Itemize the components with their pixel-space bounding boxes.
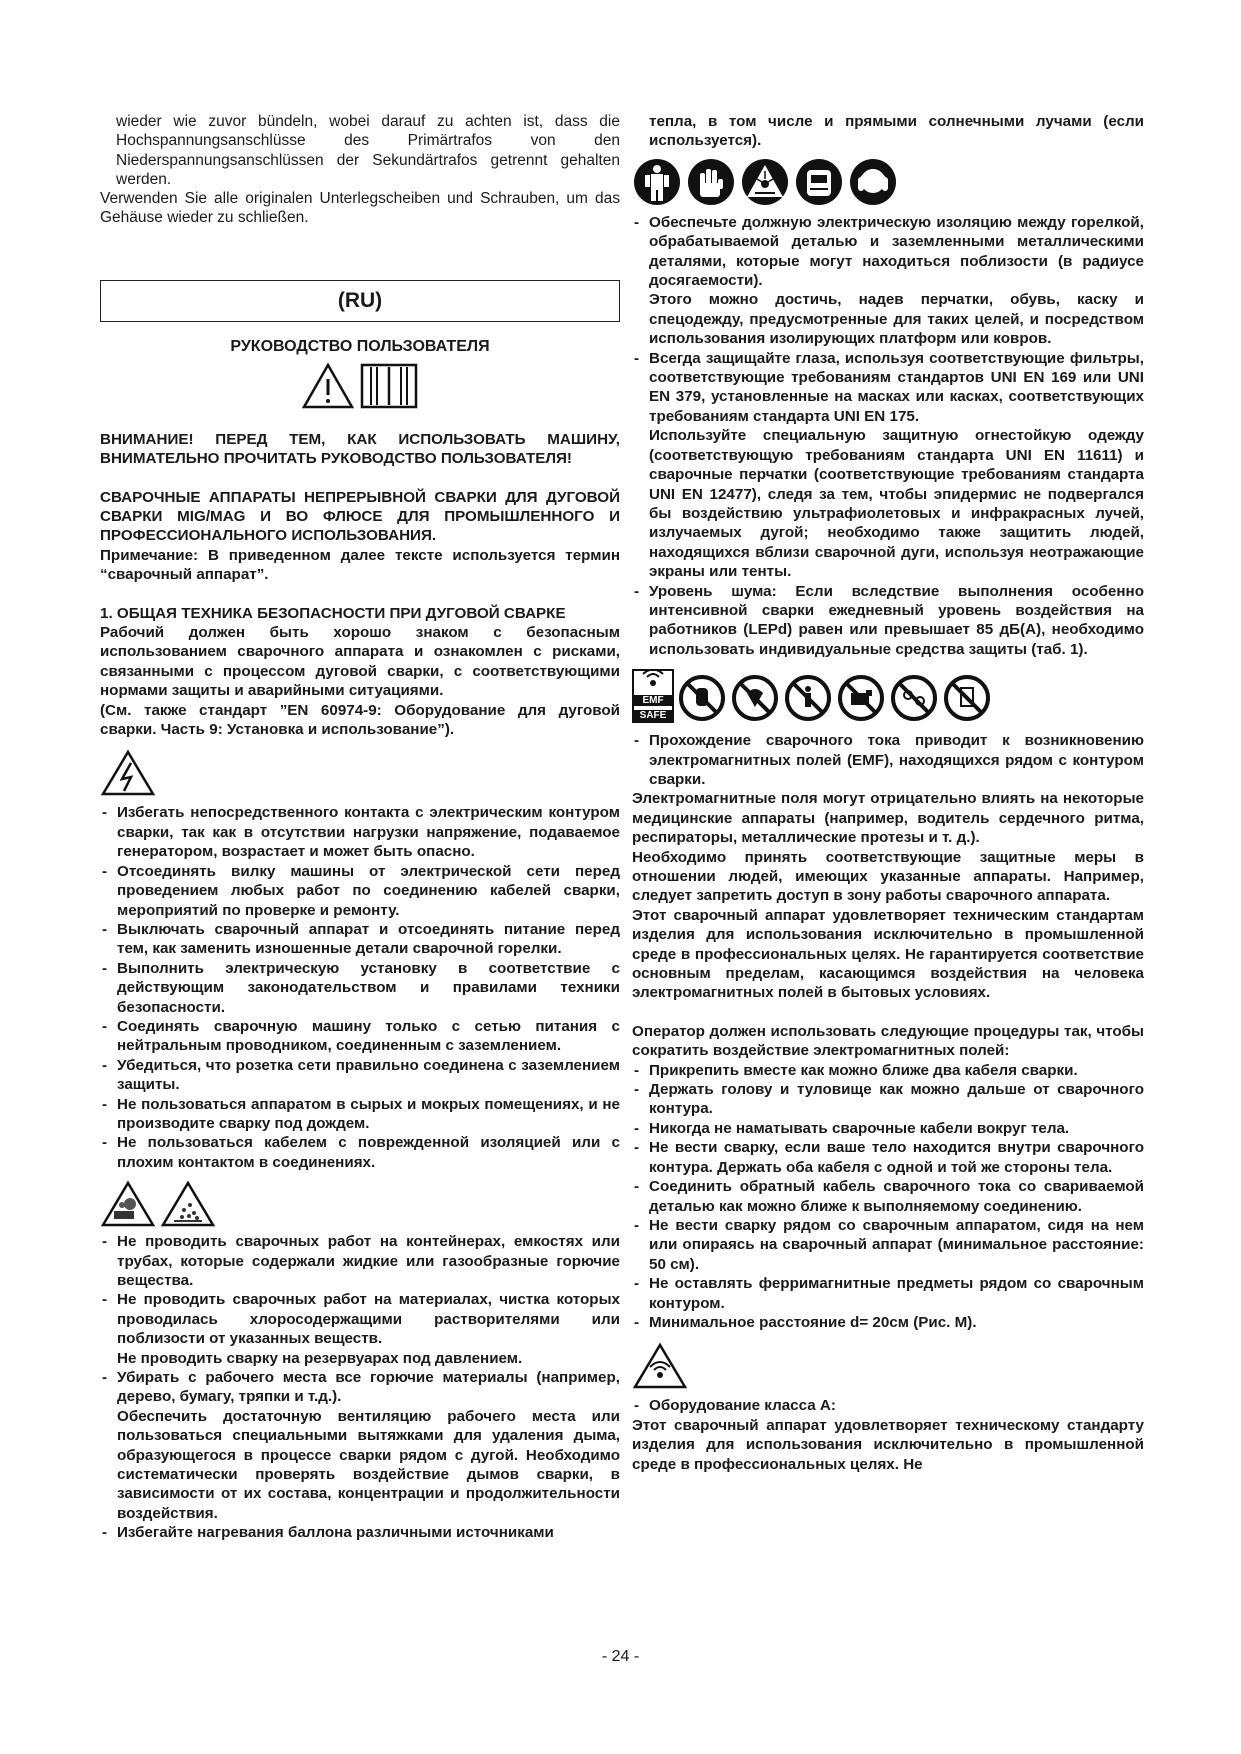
electric-shock-warning-icon bbox=[100, 749, 156, 797]
warning-text: ВНИМАНИЕ! ПЕРЕД ТЕМ, КАК ИСПОЛЬЗОВАТЬ МАШИНУ, ВНИМАТЕЛЬНО ПРОЧИТАТЬ РУКОВОДСТВО ПОЛЬЗОВАТЕЛЯ! bbox=[100, 430, 620, 468]
electrical-safety-list bbox=[100, 803, 620, 1172]
emf-procedures-list bbox=[632, 1061, 1144, 1333]
protective-clothing-icon bbox=[632, 157, 682, 207]
list-item-continuation: Этого можно достичь, надев перчатки, обувь, каску и спецодежду, предусмотренные для таких целей, и посредством использования изолирующих платформ или ковров. bbox=[649, 291, 1144, 348]
list-item: - Не вести сварку рядом со сварочным аппаратом, сидя на нем или опираясь на сварочный аппарат (минимальное расстояние: 50 см). bbox=[632, 1216, 1144, 1274]
ppe-icons bbox=[632, 157, 1144, 207]
list-item: - Не вести сварку, если ваше тело находится внутри сварочного контура. Держать оба кабеля с одной и той же стороны тела. bbox=[632, 1138, 1144, 1177]
list-item-continuation: Обеспечить достаточную вентиляцию рабочего места или пользоваться специальными вытяжками для удаления дыма, образующегося в процессе сварки рядом с дугой. Необходимо систематически проверять воздействие дымов сварки, в зависимости от их состава, концентрации и продолжительности воздействия. bbox=[117, 1407, 620, 1522]
ear-protection-icon bbox=[848, 157, 898, 207]
emf-paragraph: Этот сварочный аппарат удовлетворяет техническим стандартам изделия для использования исключительно в промышленной среде в профессиональных целях. Не гарантируется соответствие основным пределам, касающимся воздействия на человека электромагнитных полей в бытовых условиях. bbox=[632, 906, 1144, 1002]
list-item: - Не оставлять ферримагнитные предметы рядом со сварочным контуром. bbox=[632, 1274, 1144, 1313]
list-item: - Не пользоваться кабелем с поврежденной изоляцией или с плохим контактом в соединениях. bbox=[100, 1133, 620, 1172]
list-item: - Отсоединять вилку машины от электрической сети перед проведением любых работ по соединению кабелей сварки, мероприятий по проверке и ремонту. bbox=[100, 862, 620, 920]
continued-text: тепла, в том числе и прямыми солнечными лучами (если используется). bbox=[649, 113, 1144, 150]
list-item: - Не проводить сварочных работ на контейнерах, емкостях или трубах, которые содержали жидкие или газообразные горючие вещества. bbox=[100, 1232, 620, 1290]
emf-prohibition-icons bbox=[632, 669, 1144, 723]
manual-icons bbox=[100, 362, 620, 410]
list-item: - Прикрепить вместе как можно ближе два кабеля сварки. bbox=[632, 1061, 1144, 1080]
no-entry-prohibition-icon bbox=[942, 673, 992, 723]
section-heading: 1. ОБЩАЯ ТЕХНИКА БЕЗОПАСНОСТИ ПРИ ДУГОВОЙ СВАРКЕ bbox=[100, 604, 566, 622]
list-item: - Уровень шума: Если вследствие выполнения особенно интенсивной сварки ежедневный уровень воздействия на работников (LEPd) равен или превышает 85 дБ(A), необходимо использовать индивидуальные средства защиты (таб. 1). bbox=[632, 582, 1144, 660]
left-column bbox=[100, 112, 620, 1543]
list-item: - Минимальное расстояние d= 20см (Рис. M). bbox=[632, 1313, 1144, 1332]
emf-radiation-warning-icon bbox=[632, 1342, 688, 1390]
list-item: - Убедиться, что розетка сети правильно соединена с заземлением защиты. bbox=[100, 1056, 620, 1095]
german-paragraph: wieder wie zuvor bündeln, wobei darauf zu achten ist, dass die Hochspannungsanschlüsse des Primärtrafos von den Niederspannungsanschlüssen der Sekundärtrafos getrennt gehalten werden. bbox=[116, 113, 620, 188]
gloves-icon bbox=[686, 157, 736, 207]
list-item: - Убирать с рабочего места все горючие материалы (например, дерево, бумагу, тряпки и т.д.). bbox=[100, 1368, 620, 1407]
electric-hazard-icons bbox=[100, 749, 620, 797]
product-description: СВАРОЧНЫЕ АППАРАТЫ НЕПРЕРЫВНОЙ СВАРКИ ДЛЯ ДУГОВОЙ СВАРКИ MIG/MAG И ВО ФЛЮСЕ ДЛЯ ПРОМЫШЛЕННОГО И ПРОФЕССИОНАЛЬНОГО ИСПОЛЬЗОВАНИЯ. bbox=[100, 488, 620, 545]
emf-paragraph: Электромагнитные поля могут отрицательно влиять на некоторые медицинские аппараты (например, водитель сердечного ритма, респираторы, металлические протезы и т. д.). bbox=[632, 790, 1144, 847]
emf-paragraph: Необходимо принять соответствующие защитные меры в отношении людей, имеющих указанные аппараты. Например, следует запретить доступ в зону работы сварочного аппарата. bbox=[632, 848, 1144, 905]
german-text bbox=[100, 112, 620, 228]
emf-label: EMF bbox=[634, 695, 672, 706]
no-pacemaker-prohibition-icon bbox=[730, 673, 780, 723]
list-item: - Выполнить электрическую установку в соответствие с действующим законодательством и правилами техники безопасности. bbox=[100, 959, 620, 1017]
emf-warning-icons bbox=[632, 1342, 1144, 1390]
section-intro: Рабочий должен быть хорошо знаком с безопасным использованием сварочного аппарата и ознакомлен с рисками, связанными с процессом дуговой сварки, с соответствующими нормами защиты и аварийными ситуациями. bbox=[100, 624, 620, 700]
class-a-text: Этот сварочный аппарат удовлетворяет техническому стандарту изделия для использования исключительно в промышленной среде в профессиональных целях. Не bbox=[632, 1416, 1144, 1473]
safe-label: SAFE bbox=[634, 710, 672, 721]
operator-intro: Оператор должен использовать следующие процедуры так, чтобы сократить воздействие электромагнитных полей: bbox=[632, 1022, 1144, 1060]
list-item: - Всегда защищайте глаза, используя соответствующие фильтры, соответствующие требованиям стандартов UNI EN 169 или UNI EN 379, установленные на масках или касках, соответствующих требованиям стандарта UNI EN 175. bbox=[632, 349, 1144, 427]
explosion-warning-icon bbox=[100, 1180, 156, 1228]
no-watch-prohibition-icon bbox=[836, 673, 886, 723]
list-item: - Не проводить сварочных работ на материалах, чистка которых проводилась хлоросодержащими растворителями или поблизости от указанных веществ. bbox=[100, 1290, 620, 1348]
right-column bbox=[632, 112, 1144, 1474]
list-item: - Никогда не наматывать сварочные кабели вокруг тела. bbox=[632, 1119, 1144, 1138]
fire-hazard-icons bbox=[100, 1180, 620, 1228]
list-item: - Избегайте нагревания баллона различными источниками bbox=[100, 1523, 620, 1542]
fire-safety-list bbox=[100, 1232, 620, 1543]
fire-spark-warning-icon bbox=[160, 1180, 216, 1228]
list-item: - Прохождение сварочного тока приводит к возникновению электромагнитных полей (EMF), находящихся рядом с контуром сварки. bbox=[632, 731, 1144, 789]
radiation-warning-icon bbox=[740, 157, 790, 207]
page-number: - 24 - bbox=[601, 1648, 640, 1665]
german-paragraph: Verwenden Sie alle originalen Unterlegscheiben und Schrauben, um das Gehäuse wieder zu schließen. bbox=[100, 190, 620, 227]
list-item: - Соединить обратный кабель сварочного тока со свариваемой деталью как можно ближе к выполняемому соединению. bbox=[632, 1177, 1144, 1216]
warning-triangle-icon bbox=[301, 362, 355, 410]
no-metal-implant-prohibition-icon bbox=[783, 673, 833, 723]
language-code: (RU) bbox=[337, 288, 383, 312]
list-item: - Оборудование класса A: bbox=[632, 1396, 1144, 1415]
list-item: - Держать голову и туловище как можно дальше от сварочного контура. bbox=[632, 1080, 1144, 1119]
standard-reference: (См. также стандарт ”EN 60974-9: Оборудование для дуговой сварки. Часть 9: Установка и использование”). bbox=[100, 701, 620, 739]
emf-safe-logo bbox=[632, 669, 674, 723]
list-item: - Обеспечьте должную электрическую изоляцию между горелкой, обрабатываемой деталью и заземленными металлическими деталями, которые могут находиться поблизости (в радиусе досягаемости). bbox=[632, 213, 1144, 291]
manual-title: РУКОВОДСТВО ПОЛЬЗОВАТЕЛЯ bbox=[230, 337, 490, 355]
list-item: - Не пользоваться аппаратом в сырых и мокрых помещениях, и не производите сварку под дождем. bbox=[100, 1095, 620, 1134]
emf-waves-icon bbox=[638, 671, 668, 691]
list-item: - Выключать сварочный аппарат и отсоединять питание перед тем, как заменить изношенные детали сварочной горелки. bbox=[100, 920, 620, 959]
list-item: - Соединять сварочную машину только с сетью питания с нейтральным проводником, соединенным с заземлением. bbox=[100, 1017, 620, 1056]
list-item-continuation: Используйте специальную защитную огнестойкую одежду (соответствующую требованиям стандарта UNI EN 11611) и сварочные перчатки (соответствующие требованиям стандарта UNI EN 12477), следя за тем, чтобы эпидермис не подвергался бы воздействию ультрафиолетовых и инфракрасных лучей, излучаемых дугой; необходимо также защитить людей, находящихся вблизи сварочной дуги, используя неотражающие экраны или тенты. bbox=[649, 427, 1144, 581]
list-item-continuation: Не проводить сварку на резервуарах под давлением. bbox=[117, 1349, 523, 1367]
note-text: Примечание: В приведенном далее тексте используется термин “сварочный аппарат”. bbox=[100, 546, 620, 584]
list-item: - Избегать непосредственного контакта с электрическим контуром сварки, так как в отсутствии нагрузки напряжение, подаваемое генератором, возрастает и может быть опасно. bbox=[100, 803, 620, 861]
read-manual-book-icon bbox=[359, 362, 419, 410]
no-metal-objects-prohibition-icon bbox=[889, 673, 939, 723]
language-section-box bbox=[100, 280, 620, 322]
welding-mask-icon bbox=[794, 157, 844, 207]
no-touch-prohibition-icon bbox=[677, 673, 727, 723]
